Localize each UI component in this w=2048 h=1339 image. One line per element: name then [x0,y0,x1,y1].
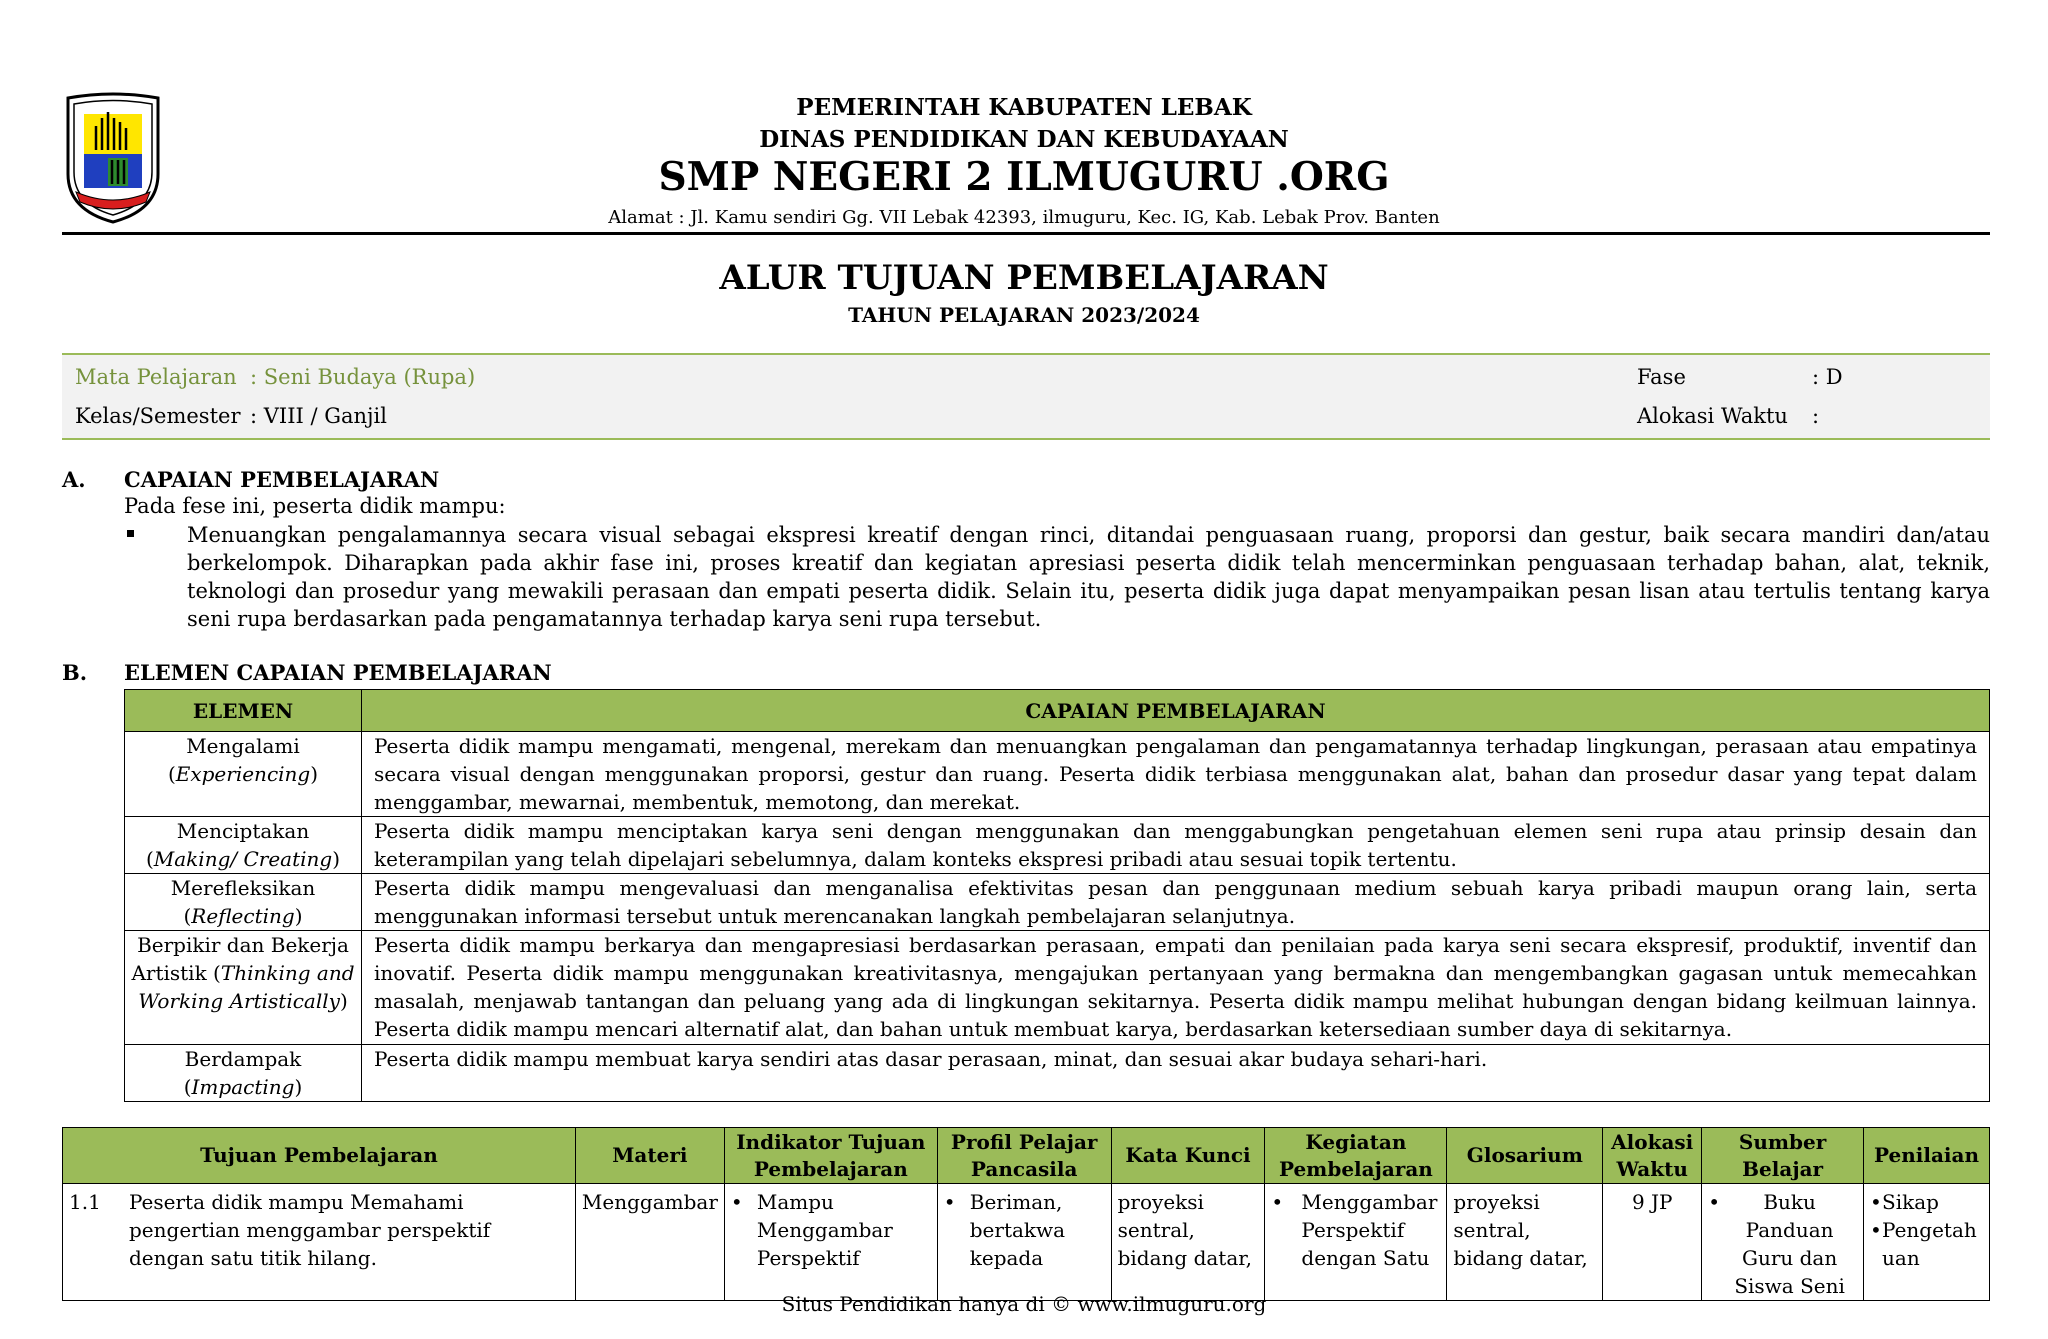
elemen-english: Making/ Creating [153,847,333,871]
mapel-label: Mata Pelajaran [75,365,237,389]
profil-cell [937,1184,1111,1301]
elemen-name: Berdampak [184,1047,302,1071]
page-footer: Situs Pendidikan hanya di © www.ilmuguru.org [781,1292,1267,1316]
col-alokasi: Alokasi Waktu [1603,1128,1702,1184]
col-kegiatan: Kegiatan Pembelajaran [1265,1128,1447,1184]
bullet-icon: • [1271,1190,1284,1214]
col-tujuan: Tujuan Pembelajaran [63,1128,576,1184]
col-materi: Materi [575,1128,724,1184]
elemen-en-close: ) [332,847,341,871]
table-row [125,874,1990,931]
section-a-letter: A. [62,467,86,492]
elemen-english: Reflecting [191,904,295,928]
section-a-intro: Pada fese ini, peserta didik mampu: [124,494,506,518]
sumber-cell [1702,1184,1864,1301]
section-a-bullet-text: Menuangkan pengalamannya secara visual sebagai ekspresi kreatif dengan rinci, ditandai penguasaan ruang, proporsi dan gestur, baik secara mandiri dan/atau berkelompok. Diharapkan pada akhir fase ini, proses kreatif dan kegiatan apresiasi peserta didik telah mencerminkan penguasaan terhadap bahan, alat, teknik, teknologi dan prosedur yang mewakili perasaan dan empati peserta didik. Selain itu, peserta didik juga dapat menyampaikan pesan lisan atau tertulis tentang karya seni rupa berdasarkan pada pengamatannya terhadap karya seni rupa tersebut. [187,523,1990,631]
indikator-cell [724,1184,937,1301]
atp-table [62,1127,1990,1301]
document-title: ALUR TUJUAN PEMBELAJARAN [719,258,1329,298]
kegiatan-text: Menggambar Perspektif dengan Satu [1301,1190,1438,1270]
elemen-cell [125,874,362,931]
tujuan-text: Peserta didik mampu Memahami pengertian menggambar perspektif dengan satu titik hilang. [129,1190,491,1270]
document-subtitle: TAHUN PELAJARAN 2023/2024 [848,303,1200,327]
kegiatan-cell [1265,1184,1447,1301]
col-indikator: Indikator Tujuan Pembelajaran [724,1128,937,1184]
tujuan-number: 1.1 [69,1190,101,1214]
col-elemen: ELEMEN [125,690,362,732]
penilaian-pengetahuan: Pengetahuan [1882,1218,1977,1270]
mapel-value: : Seni Budaya (Rupa) [250,365,476,389]
materi-cell: Menggambar [575,1184,724,1301]
header-divider [62,232,1990,235]
capaian-cell: Peserta didik mampu berkarya dan mengapresiasi berdasarkan perasaan, empati dan penilaian pada karya seni secara ekspresif, produktif, inventif dan inovatif. Peserta didik mampu menggunakan kreativitasnya, mengajukan pertanyaan yang bermakna dan mengembangkan gagasan untuk memecahkan masalah, menjawab tantangan dan peluang yang ada di lingkungan sekitarnya. Peserta didik mampu melihat hubungan dengan bidang keilmuan lainnya. Peserta didik mampu mencari alternatif alat, dan bahan untuk membuat karya, berdasarkan ketersediaan sumber daya di sekitarnya. [362,931,1990,1045]
school-logo [62,92,164,226]
table-row [63,1184,1990,1301]
header-school-name: SMP NEGERI 2 ILMUGURU .ORG [658,154,1390,200]
section-b-title: ELEMEN CAPAIAN PEMBELAJARAN [124,660,552,685]
elemen-cell [125,732,362,817]
table-row [125,732,1990,817]
elemen-en-close: ) [310,762,319,786]
section-a-title: CAPAIAN PEMBELAJARAN [124,467,440,492]
glosarium-cell: proyeksi sentral, bidang datar, [1447,1184,1603,1301]
col-kata-kunci: Kata Kunci [1111,1128,1265,1184]
elemen-name: Berpikir dan Bekerja Artistik [131,933,349,985]
kata-kunci-cell: proyeksi sentral, bidang datar, [1111,1184,1265,1301]
elemen-table-header [125,690,1990,732]
elemen-english: Impacting [191,1075,295,1099]
elemen-en-open: ( [167,762,176,786]
header-department: DINAS PENDIDIKAN DAN KEBUDAYAAN [759,126,1289,153]
elemen-name: Menciptakan [176,819,310,843]
col-glosarium: Glosarium [1447,1128,1603,1184]
alokasi-cell: 9 JP [1603,1184,1702,1301]
bullet-icon: • [1870,1190,1882,1214]
col-sumber: Sumber Belajar [1702,1128,1864,1184]
elemen-cell [125,931,362,1045]
col-penilaian: Penilaian [1864,1128,1990,1184]
elemen-en-open: ( [145,847,154,871]
elemen-english: Thinking and Working Artistically [138,961,355,1013]
alokasi-value: : [1812,404,1820,428]
elemen-en-close: ) [294,1075,303,1099]
elemen-en-open: ( [206,961,221,985]
fase-label: Fase [1637,365,1686,389]
capaian-cell: Peserta didik mampu membuat karya sendiri atas dasar perasaan, minat, dan sesuai akar budaya sehari-hari. [362,1045,1990,1102]
penilaian-cell [1864,1184,1990,1301]
indikator-text: Mampu Menggambar Perspektif [756,1190,893,1270]
subject-info-band [62,353,1990,440]
elemen-cell [125,1045,362,1102]
sumber-text: Buku Panduan Guru dan Siswa Seni [1734,1190,1845,1298]
table-row [125,1045,1990,1102]
bullet-icon: • [1708,1190,1720,1214]
elemen-cell [125,817,362,874]
header-government: PEMERINTAH KABUPATEN LEBAK [796,94,1252,121]
elemen-name: Mengalami [186,734,300,758]
fase-value: : D [1812,365,1843,389]
elemen-name: Merefleksikan [170,876,316,900]
elemen-en-close: ) [294,904,303,928]
bullet-icon: • [943,1190,956,1214]
capaian-cell: Peserta didik mampu mengevaluasi dan menganalisa efektivitas pesan dan penggunaan medium sebuah karya pribadi maupun orang lain, serta menggunakan informasi tersebut untuk merencanakan langkah pembelajaran selanjutnya. [362,874,1990,931]
square-bullet-icon [127,530,134,537]
table-row [125,931,1990,1045]
col-capaian: CAPAIAN PEMBELAJARAN [362,690,1990,732]
elemen-en-open: ( [183,1075,192,1099]
bullet-icon: • [1870,1218,1882,1242]
profil-text: Beriman, bertakwa kepada [969,1190,1066,1270]
col-profil: Profil Pelajar Pancasila [937,1128,1111,1184]
kelas-label: Kelas/Semester [75,404,241,428]
bullet-icon: • [730,1190,743,1214]
elemen-table [124,689,1990,1102]
header-address: Alamat : Jl. Kamu sendiri Gg. VII Lebak 42393, ilmuguru, Kec. IG, Kab. Lebak Prov. Banten [608,207,1440,228]
atp-table-header [63,1128,1990,1184]
alokasi-label: Alokasi Waktu [1637,404,1788,428]
elemen-en-open: ( [183,904,192,928]
tujuan-cell [63,1184,576,1301]
table-row [125,817,1990,874]
kelas-value: : VIII / Ganjil [250,404,387,428]
section-b-letter: B. [62,660,88,685]
capaian-cell: Peserta didik mampu menciptakan karya seni dengan menggunakan dan menggabungkan pengetahuan elemen seni rupa atau prinsip desain dan keterampilan yang telah dipelajari sebelumnya, dalam konteks ekspresi pribadi atau sesuai topik tertentu. [362,817,1990,874]
elemen-english: Experiencing [175,762,311,786]
penilaian-sikap: Sikap [1882,1190,1939,1214]
elemen-en-close: ) [339,989,348,1013]
capaian-cell: Peserta didik mampu mengamati, mengenal, merekam dan menuangkan pengalaman dan pengamatannya terhadap lingkungan, perasaan atau empatinya secara visual dengan menggunakan proporsi, gestur dan ruang. Peserta didik terbiasa menggunakan alat, bahan dan prosedur dasar yang tepat dalam menggambar, mewarnai, membentuk, memotong, dan merekat. [362,732,1990,817]
